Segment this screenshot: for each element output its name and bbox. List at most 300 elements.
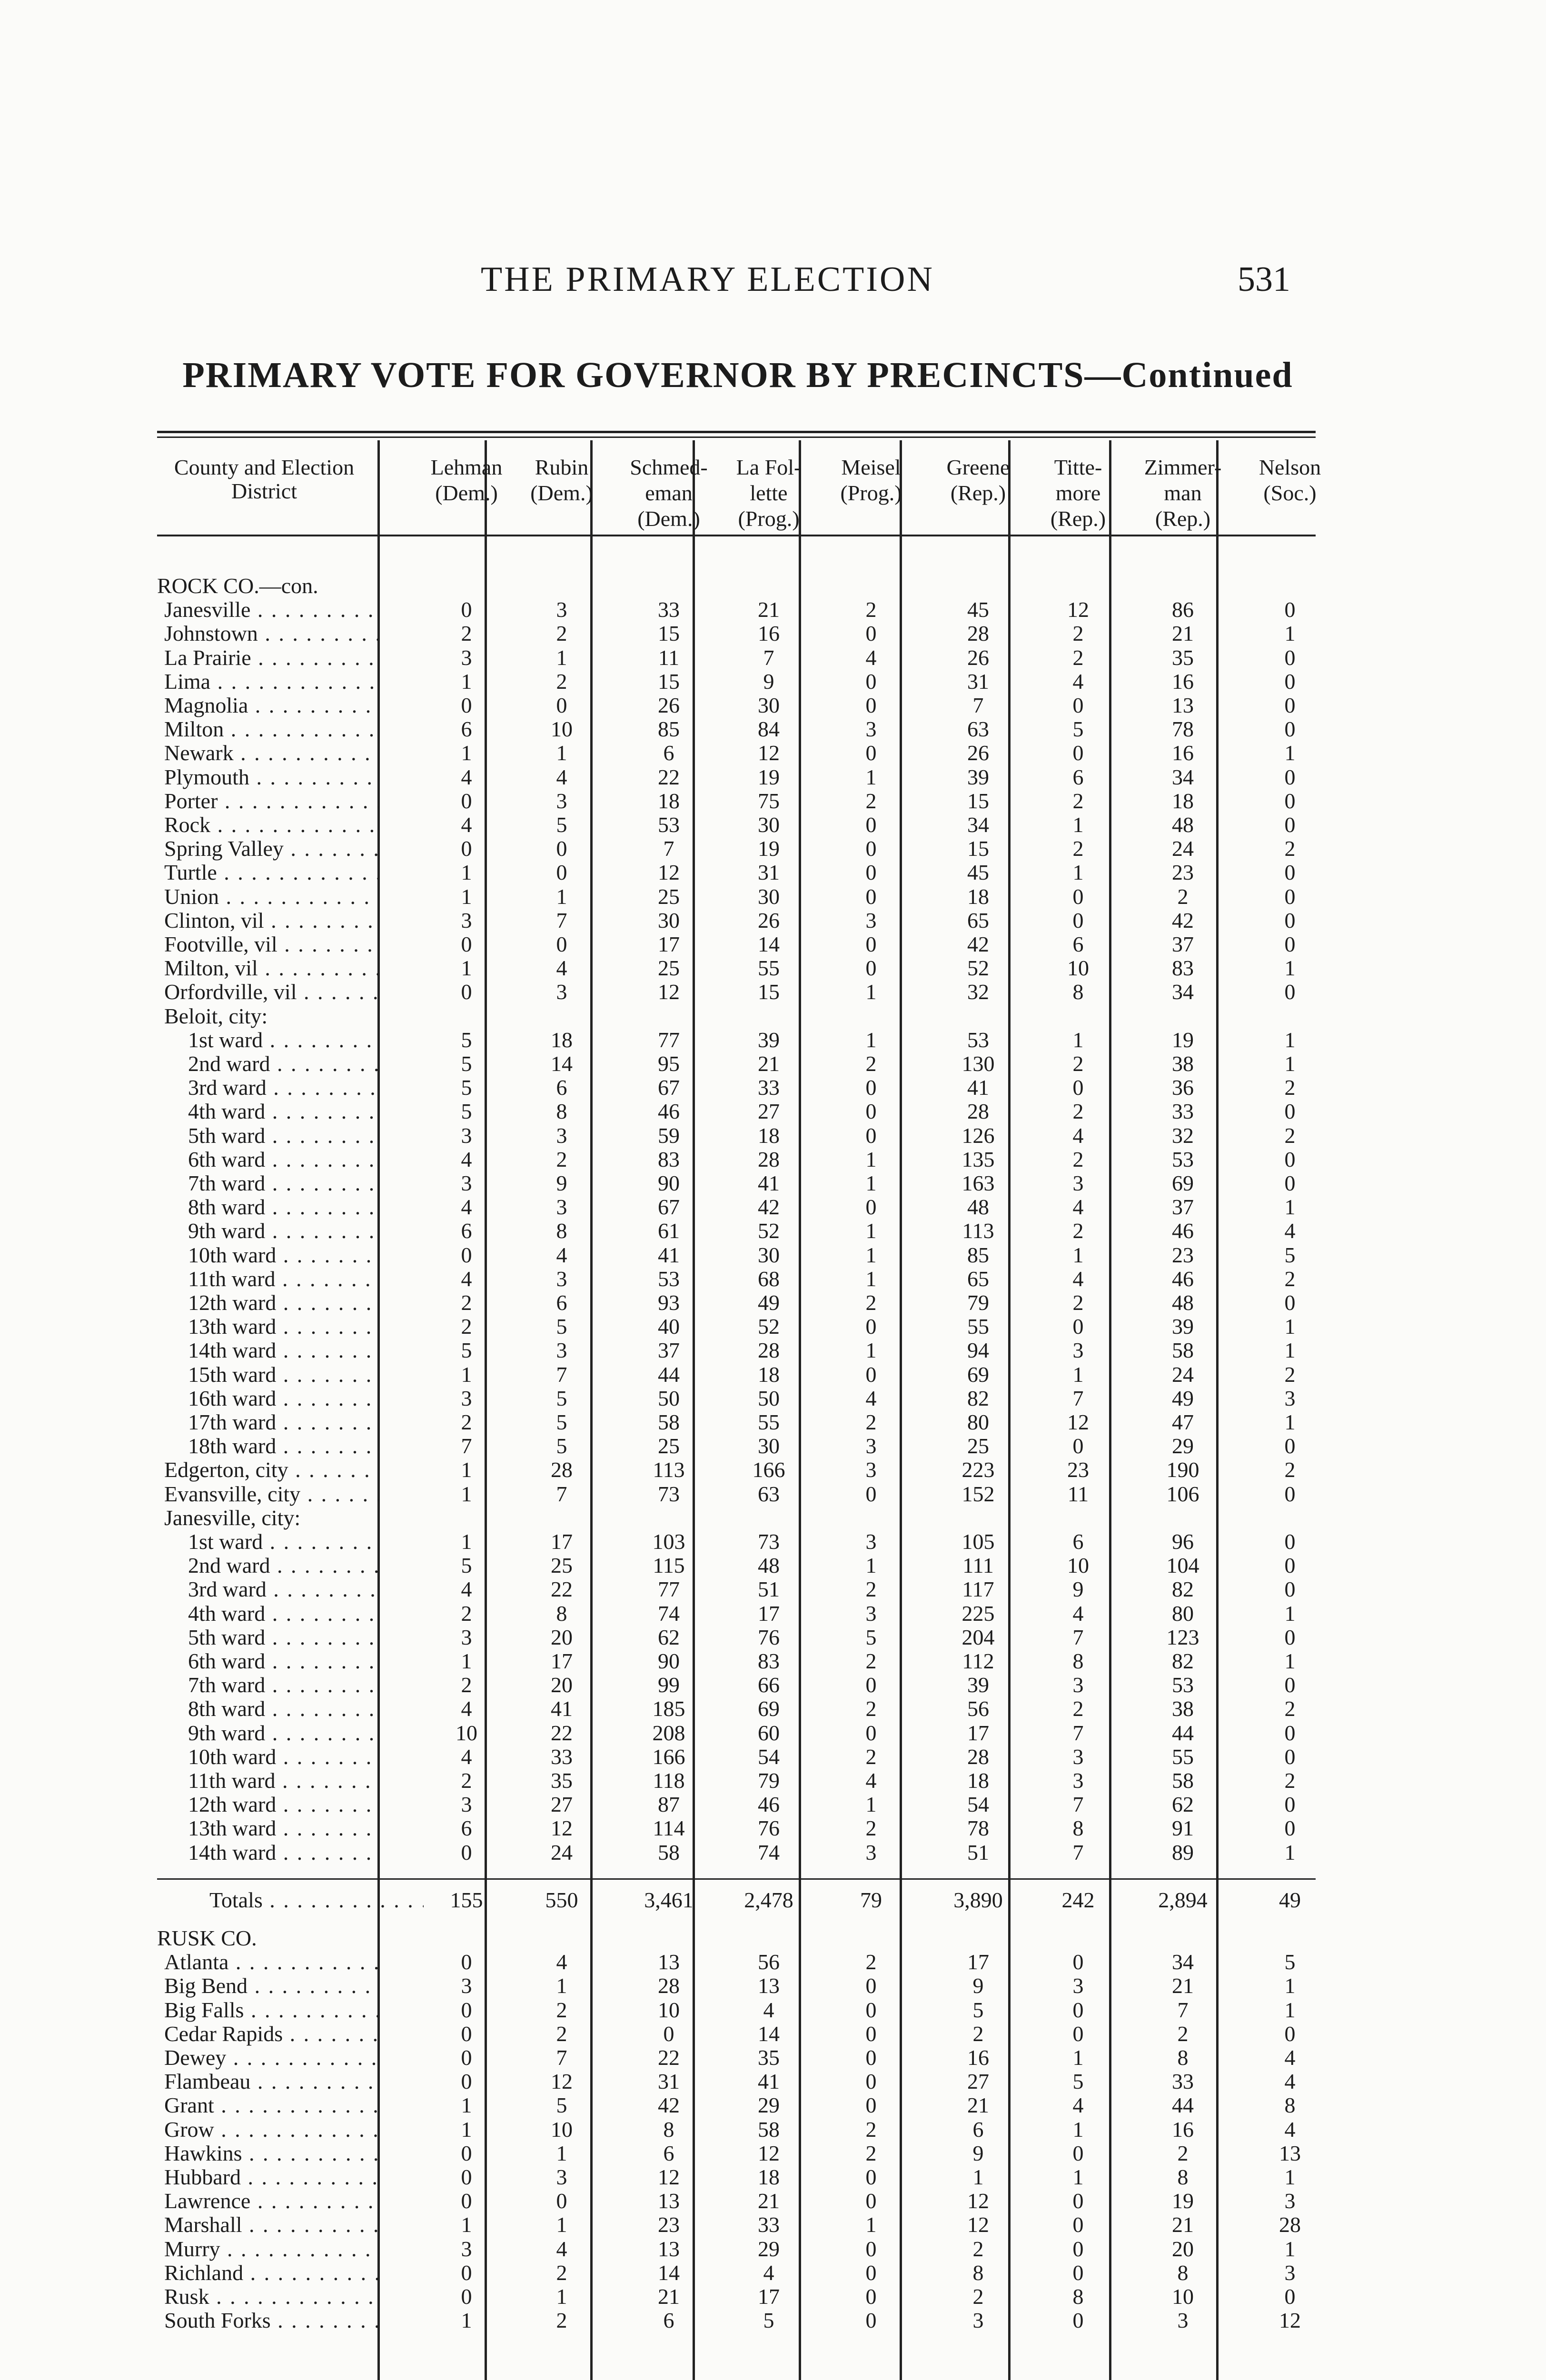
vote-cell: 0 bbox=[865, 2284, 877, 2309]
vote-cell: 2 bbox=[865, 1410, 877, 1434]
vote-cell: 126 bbox=[961, 1123, 995, 1148]
district-name: Rusk . . . bbox=[164, 2284, 378, 2309]
vote-cell: 34 bbox=[1172, 765, 1194, 789]
vote-cell: 29 bbox=[758, 2093, 780, 2117]
vote-cell: 1 bbox=[1284, 1314, 1296, 1339]
vote-cell: 5 bbox=[763, 2308, 774, 2332]
vote-cell: 7 bbox=[1072, 1386, 1084, 1410]
table-row bbox=[0, 2093, 1546, 2117]
vote-cell: 4 bbox=[556, 765, 567, 789]
vote-cell: 82 bbox=[1172, 1649, 1194, 1673]
vote-cell: 5 bbox=[865, 1625, 877, 1649]
vote-cell: 7 bbox=[763, 645, 774, 670]
vote-cell: 33 bbox=[1172, 2069, 1194, 2093]
district-name: 16th ward . . . bbox=[188, 1386, 378, 1410]
vote-cell: 4 bbox=[1284, 1219, 1296, 1243]
district-name: Spring Valley . . . bbox=[164, 836, 378, 861]
vote-cell: 51 bbox=[967, 1840, 989, 1864]
district-name: 4th ward . . . bbox=[188, 1601, 378, 1626]
table-row bbox=[0, 1973, 1546, 1998]
district-name: Lawrence . . . bbox=[164, 2189, 378, 2213]
vote-cell: 3 bbox=[865, 908, 877, 932]
table-row bbox=[0, 1362, 1546, 1387]
vote-cell: 13 bbox=[658, 2237, 680, 2261]
vote-cell: 0 bbox=[663, 2022, 674, 2046]
vote-cell: 0 bbox=[865, 1673, 877, 1697]
table-row bbox=[0, 1434, 1546, 1458]
vote-cell: 1 bbox=[461, 2093, 472, 2117]
table-row bbox=[0, 2237, 1546, 2261]
column-header-line: (Prog.) bbox=[840, 481, 902, 505]
vote-cell: 9 bbox=[972, 2141, 984, 2165]
district-name: Big Falls . . . bbox=[164, 1998, 378, 2022]
vote-cell: 0 bbox=[865, 1314, 877, 1339]
vote-cell: 23 bbox=[1067, 1458, 1089, 1482]
vote-cell: 23 bbox=[1172, 1243, 1194, 1267]
district-name: 4th ward . . . bbox=[188, 1099, 378, 1123]
vote-cell: 1 bbox=[1284, 1840, 1296, 1864]
vote-cell: 30 bbox=[758, 884, 780, 909]
vote-cell: 65 bbox=[967, 1267, 989, 1291]
vote-cell: 19 bbox=[1172, 2189, 1194, 2213]
vote-cell: 185 bbox=[652, 1696, 685, 1721]
vote-cell: 6 bbox=[556, 1290, 567, 1315]
vote-cell: 35 bbox=[758, 2045, 780, 2070]
column-header-line: Nelson bbox=[1259, 455, 1321, 479]
vote-cell: 1 bbox=[865, 2212, 877, 2237]
vote-cell: 38 bbox=[1172, 1696, 1194, 1721]
vote-cell: 3 bbox=[556, 1123, 567, 1148]
vote-cell: 113 bbox=[962, 1219, 994, 1243]
vote-cell: 5 bbox=[461, 1028, 472, 1052]
vote-cell: 62 bbox=[658, 1625, 680, 1649]
vote-cell: 12 bbox=[551, 2069, 573, 2093]
vote-cell: 3 bbox=[556, 1338, 567, 1362]
column-header bbox=[155, 455, 374, 504]
vote-cell: 5 bbox=[1284, 1243, 1296, 1267]
vote-cell: 6 bbox=[461, 1219, 472, 1243]
table-row bbox=[0, 1123, 1546, 1148]
vote-cell: 1 bbox=[1072, 1362, 1084, 1387]
vote-cell: 4 bbox=[461, 813, 472, 837]
vote-cell: 24 bbox=[1172, 836, 1194, 861]
table-row bbox=[0, 1601, 1546, 1626]
district-name: Totals . . . bbox=[209, 1888, 424, 1912]
vote-cell: 33 bbox=[1172, 1099, 1194, 1123]
vote-cell: 34 bbox=[1172, 980, 1194, 1004]
vote-cell: 6 bbox=[461, 1816, 472, 1840]
column-header-line: District bbox=[231, 479, 297, 503]
vote-cell: 18 bbox=[551, 1028, 573, 1052]
vote-cell: 6 bbox=[556, 1075, 567, 1100]
vote-cell: 18 bbox=[758, 1123, 780, 1148]
vote-cell: 12 bbox=[1067, 597, 1089, 622]
vote-cell: 2 bbox=[865, 1745, 877, 1769]
vote-cell: 0 bbox=[865, 741, 877, 765]
vote-cell: 12 bbox=[658, 980, 680, 1004]
vote-cell: 0 bbox=[865, 1721, 877, 1745]
vote-cell: 550 bbox=[545, 1888, 578, 1912]
vote-cell: 90 bbox=[658, 1171, 680, 1195]
vote-cell: 2 bbox=[1284, 1123, 1296, 1148]
vote-cell: 13 bbox=[1172, 693, 1194, 717]
vote-cell: 53 bbox=[658, 813, 680, 837]
vote-cell: 0 bbox=[1072, 693, 1084, 717]
vote-cell: 1 bbox=[1284, 1998, 1296, 2022]
table-row bbox=[0, 717, 1546, 741]
table-row bbox=[0, 1950, 1546, 1974]
vote-cell: 1 bbox=[865, 765, 877, 789]
vote-cell: 1 bbox=[1284, 1601, 1296, 1626]
vote-cell: 40 bbox=[658, 1314, 680, 1339]
vote-cell: 37 bbox=[1172, 1195, 1194, 1219]
county-row bbox=[0, 574, 1546, 598]
district-name: Flambeau . . . bbox=[164, 2069, 378, 2093]
vote-cell: 44 bbox=[1172, 2093, 1194, 2117]
district-name: 12th ward . . . bbox=[188, 1290, 378, 1315]
vote-cell: 19 bbox=[758, 765, 780, 789]
district-name: 10th ward . . . bbox=[188, 1745, 378, 1769]
table-row bbox=[0, 1745, 1546, 1769]
running-head bbox=[0, 259, 1546, 312]
vote-cell: 3 bbox=[972, 2308, 984, 2332]
vote-cell: 8 bbox=[1177, 2261, 1189, 2285]
vote-cell: 8 bbox=[663, 2117, 674, 2142]
vote-cell: 13 bbox=[658, 2189, 680, 2213]
vote-cell: 30 bbox=[758, 1434, 780, 1458]
vote-cell: 12 bbox=[1279, 2308, 1301, 2332]
column-header-line: Schmed- bbox=[630, 455, 708, 479]
vote-cell: 12 bbox=[967, 2212, 989, 2237]
vote-cell: 0 bbox=[1072, 884, 1084, 909]
vote-cell: 91 bbox=[1172, 1816, 1194, 1840]
vote-cell: 55 bbox=[1172, 1745, 1194, 1769]
district-name: Union . . . bbox=[164, 884, 378, 909]
vote-cell: 53 bbox=[1172, 1147, 1194, 1171]
table-row bbox=[0, 2045, 1546, 2070]
vote-cell: 22 bbox=[658, 765, 680, 789]
vote-cell: 3 bbox=[461, 1171, 472, 1195]
vote-cell: 35 bbox=[551, 1768, 573, 1793]
vote-cell: 0 bbox=[1284, 1816, 1296, 1840]
table-row bbox=[0, 1529, 1546, 1554]
vote-cell: 0 bbox=[556, 932, 567, 956]
vote-cell: 65 bbox=[967, 908, 989, 932]
vote-cell: 23 bbox=[1172, 860, 1194, 884]
vote-cell: 3 bbox=[461, 908, 472, 932]
vote-cell: 55 bbox=[967, 1314, 989, 1339]
vote-cell: 2 bbox=[865, 1950, 877, 1974]
vote-cell: 3 bbox=[461, 1973, 472, 1998]
vote-cell: 223 bbox=[961, 1458, 995, 1482]
vote-cell: 4 bbox=[1284, 2069, 1296, 2093]
district-name: Newark . . . bbox=[164, 741, 378, 765]
vote-cell: 1 bbox=[461, 741, 472, 765]
vote-cell: 1 bbox=[1284, 1649, 1296, 1673]
vote-cell: 8 bbox=[1177, 2045, 1189, 2070]
vote-cell: 0 bbox=[865, 836, 877, 861]
vote-cell: 4 bbox=[461, 1577, 472, 1601]
vote-cell: 18 bbox=[967, 884, 989, 909]
vote-cell: 39 bbox=[758, 1028, 780, 1052]
vote-cell: 33 bbox=[758, 1075, 780, 1100]
vote-cell: 6 bbox=[1072, 932, 1084, 956]
vote-cell: 0 bbox=[1284, 669, 1296, 694]
vote-cell: 12 bbox=[658, 860, 680, 884]
vote-cell: 5 bbox=[1072, 717, 1084, 741]
vote-cell: 2 bbox=[1072, 1219, 1084, 1243]
vote-cell: 58 bbox=[658, 1840, 680, 1864]
vote-cell: 2 bbox=[556, 2261, 567, 2285]
vote-cell: 0 bbox=[1072, 2308, 1084, 2332]
vote-cell: 0 bbox=[461, 2022, 472, 2046]
vote-cell: 0 bbox=[1284, 860, 1296, 884]
vote-cell: 79 bbox=[860, 1888, 882, 1912]
vote-cell: 15 bbox=[658, 669, 680, 694]
vote-cell: 6 bbox=[663, 2308, 674, 2332]
vote-cell: 63 bbox=[758, 1482, 780, 1506]
district-name: Atlanta . . . bbox=[164, 1950, 378, 1974]
district-name: Cedar Rapids . . . bbox=[164, 2022, 378, 2046]
vote-cell: 17 bbox=[758, 1601, 780, 1626]
vote-cell: 21 bbox=[658, 2284, 680, 2309]
vote-cell: 1 bbox=[865, 1792, 877, 1816]
vote-cell: 2 bbox=[461, 1601, 472, 1626]
vote-cell: 96 bbox=[1172, 1529, 1194, 1554]
vote-cell: 2 bbox=[1072, 1051, 1084, 1076]
district-name: 8th ward . . . bbox=[188, 1195, 378, 1219]
vote-cell: 12 bbox=[551, 1816, 573, 1840]
vote-cell: 1 bbox=[1072, 860, 1084, 884]
vote-cell: 24 bbox=[1172, 1362, 1194, 1387]
vote-cell: 2 bbox=[865, 2117, 877, 2142]
vote-cell: 21 bbox=[758, 1051, 780, 1076]
vote-cell: 80 bbox=[967, 1410, 989, 1434]
vote-cell: 0 bbox=[461, 1840, 472, 1864]
vote-cell: 0 bbox=[865, 1973, 877, 1998]
table-row bbox=[0, 1649, 1546, 1673]
vote-cell: 0 bbox=[1072, 2212, 1084, 2237]
vote-cell: 2 bbox=[865, 1649, 877, 1673]
vote-cell: 48 bbox=[758, 1553, 780, 1577]
vote-cell: 2 bbox=[1072, 1696, 1084, 1721]
vote-cell: 0 bbox=[461, 597, 472, 622]
vote-cell: 51 bbox=[758, 1577, 780, 1601]
district-name: Johnstown . . . bbox=[164, 621, 378, 645]
vote-cell: 3 bbox=[1072, 1171, 1084, 1195]
district-name: 5th ward . . . bbox=[188, 1625, 378, 1649]
vote-cell: 1 bbox=[1284, 2165, 1296, 2189]
vote-cell: 3 bbox=[865, 1840, 877, 1864]
table-row bbox=[0, 2069, 1546, 2093]
vote-cell: 0 bbox=[865, 932, 877, 956]
vote-cell: 28 bbox=[758, 1338, 780, 1362]
vote-cell: 2 bbox=[1177, 2141, 1189, 2165]
vote-cell: 13 bbox=[1279, 2141, 1301, 2165]
column-header-line: (Dem.) bbox=[637, 506, 700, 531]
vote-cell: 4 bbox=[556, 956, 567, 980]
top-rule bbox=[157, 436, 1316, 438]
vote-cell: 7 bbox=[556, 1482, 567, 1506]
vote-cell: 0 bbox=[1284, 1553, 1296, 1577]
table-row bbox=[0, 1243, 1546, 1267]
vote-cell: 5 bbox=[461, 1338, 472, 1362]
vote-cell: 80 bbox=[1172, 1601, 1194, 1626]
vote-cell: 3 bbox=[865, 1529, 877, 1554]
vote-cell: 2 bbox=[865, 1051, 877, 1076]
vote-cell: 48 bbox=[967, 1195, 989, 1219]
table-row bbox=[0, 741, 1546, 765]
table-row bbox=[0, 597, 1546, 622]
district-name: 17th ward . . . bbox=[188, 1410, 378, 1434]
vote-cell: 42 bbox=[967, 932, 989, 956]
table-row bbox=[0, 1625, 1546, 1649]
district-name: 2nd ward . . . bbox=[188, 1051, 378, 1076]
vote-cell: 0 bbox=[1284, 789, 1296, 813]
vote-cell: 69 bbox=[1172, 1171, 1194, 1195]
vote-cell: 3 bbox=[461, 1792, 472, 1816]
vote-cell: 74 bbox=[758, 1840, 780, 1864]
vote-cell: 2 bbox=[556, 669, 567, 694]
vote-cell: 18 bbox=[758, 2165, 780, 2189]
vote-cell: 32 bbox=[1172, 1123, 1194, 1148]
vote-cell: 41 bbox=[758, 1171, 780, 1195]
vote-cell: 0 bbox=[556, 860, 567, 884]
district-name: 11th ward . . . bbox=[188, 1267, 378, 1291]
district-name: South Forks . . . bbox=[164, 2308, 378, 2332]
vote-cell: 79 bbox=[758, 1768, 780, 1793]
table-row bbox=[0, 645, 1546, 670]
vote-cell: 59 bbox=[658, 1123, 680, 1148]
vote-cell: 14 bbox=[758, 2022, 780, 2046]
vote-cell: 10 bbox=[551, 717, 573, 741]
vote-cell: 28 bbox=[1279, 2212, 1301, 2237]
vote-cell: 0 bbox=[865, 2308, 877, 2332]
vote-cell: 2 bbox=[556, 1998, 567, 2022]
vote-cell: 7 bbox=[1177, 1998, 1189, 2022]
vote-cell: 0 bbox=[865, 621, 877, 645]
table-row bbox=[0, 1721, 1546, 1745]
vote-cell: 113 bbox=[653, 1458, 685, 1482]
table-row bbox=[0, 1028, 1546, 1052]
vote-cell: 1 bbox=[1284, 1410, 1296, 1434]
table-row bbox=[0, 1267, 1546, 1291]
vote-cell: 1 bbox=[1072, 1243, 1084, 1267]
vote-cell: 1 bbox=[556, 2212, 567, 2237]
vote-cell: 22 bbox=[551, 1577, 573, 1601]
vote-cell: 0 bbox=[865, 1075, 877, 1100]
district-name: 1st ward . . . bbox=[188, 1028, 378, 1052]
table-row bbox=[0, 669, 1546, 694]
vote-cell: 0 bbox=[865, 1482, 877, 1506]
vote-cell: 85 bbox=[658, 717, 680, 741]
district-name: 8th ward . . . bbox=[188, 1696, 378, 1721]
vote-cell: 106 bbox=[1166, 1482, 1199, 1506]
vote-cell: 18 bbox=[658, 789, 680, 813]
table-row bbox=[0, 1792, 1546, 1816]
vote-cell: 49 bbox=[758, 1290, 780, 1315]
table-row bbox=[0, 2117, 1546, 2142]
district-name: Milton . . . bbox=[164, 717, 378, 741]
vote-cell: 3 bbox=[1072, 1973, 1084, 1998]
district-name: Janesville . . . bbox=[164, 597, 378, 622]
vote-cell: 0 bbox=[1284, 645, 1296, 670]
table-row bbox=[0, 884, 1546, 909]
vote-cell: 8 bbox=[556, 1099, 567, 1123]
table-row bbox=[0, 1004, 1546, 1028]
district-name: 6th ward . . . bbox=[188, 1649, 378, 1673]
vote-cell: 48 bbox=[1172, 1290, 1194, 1315]
vote-cell: 3 bbox=[461, 1386, 472, 1410]
vote-cell: 1 bbox=[461, 2212, 472, 2237]
county-name: RUSK CO. bbox=[157, 1926, 257, 1950]
vote-cell: 3,890 bbox=[953, 1888, 1003, 1912]
table-row bbox=[0, 2165, 1546, 2189]
vote-cell: 2 bbox=[865, 1577, 877, 1601]
vote-cell: 10 bbox=[658, 1998, 680, 2022]
vote-cell: 1 bbox=[556, 741, 567, 765]
table-row bbox=[0, 1290, 1546, 1315]
vote-cell: 114 bbox=[653, 1816, 685, 1840]
vote-cell: 52 bbox=[967, 956, 989, 980]
vote-cell: 1 bbox=[461, 1458, 472, 1482]
vote-cell: 12 bbox=[658, 2165, 680, 2189]
vote-cell: 13 bbox=[758, 1973, 780, 1998]
table-row bbox=[0, 1816, 1546, 1840]
vote-cell: 33 bbox=[551, 1745, 573, 1769]
district-name: 7th ward . . . bbox=[188, 1171, 378, 1195]
vote-cell: 2 bbox=[461, 1314, 472, 1339]
column-header-line: Greene bbox=[946, 455, 1010, 479]
district-name: 15th ward . . . bbox=[188, 1362, 378, 1387]
table-row bbox=[0, 2022, 1546, 2046]
vote-cell: 7 bbox=[972, 693, 984, 717]
vote-cell: 1 bbox=[1072, 2117, 1084, 2142]
vote-cell: 3 bbox=[556, 2165, 567, 2189]
district-name: Rock . . . bbox=[164, 813, 378, 837]
vote-cell: 67 bbox=[658, 1075, 680, 1100]
vote-cell: 27 bbox=[758, 1099, 780, 1123]
vote-cell: 2,478 bbox=[744, 1888, 793, 1912]
table-row bbox=[0, 1768, 1546, 1793]
vote-cell: 0 bbox=[1284, 597, 1296, 622]
district-name: Richland . . . bbox=[164, 2261, 378, 2285]
vote-cell: 17 bbox=[967, 1721, 989, 1745]
vote-cell: 0 bbox=[865, 1099, 877, 1123]
vote-cell: 32 bbox=[967, 980, 989, 1004]
vote-cell: 27 bbox=[967, 2069, 989, 2093]
vote-cell: 55 bbox=[758, 956, 780, 980]
vote-cell: 1 bbox=[865, 1338, 877, 1362]
vote-cell: 5 bbox=[556, 1314, 567, 1339]
vote-cell: 8 bbox=[1284, 2093, 1296, 2117]
vote-cell: 1 bbox=[865, 1267, 877, 1291]
vote-cell: 0 bbox=[461, 2141, 472, 2165]
vote-cell: 2 bbox=[461, 621, 472, 645]
vote-cell: 3 bbox=[1072, 1673, 1084, 1697]
vote-cell: 18 bbox=[1172, 789, 1194, 813]
vote-cell: 36 bbox=[1172, 1075, 1194, 1100]
district-name: Lima . . . bbox=[164, 669, 378, 694]
vote-cell: 14 bbox=[551, 1051, 573, 1076]
vote-cell: 2 bbox=[1072, 1147, 1084, 1171]
vote-cell: 47 bbox=[1172, 1410, 1194, 1434]
vote-cell: 9 bbox=[972, 1973, 984, 1998]
vote-cell: 27 bbox=[551, 1792, 573, 1816]
vote-cell: 66 bbox=[758, 1673, 780, 1697]
vote-cell: 83 bbox=[658, 1147, 680, 1171]
vote-cell: 49 bbox=[1172, 1386, 1194, 1410]
